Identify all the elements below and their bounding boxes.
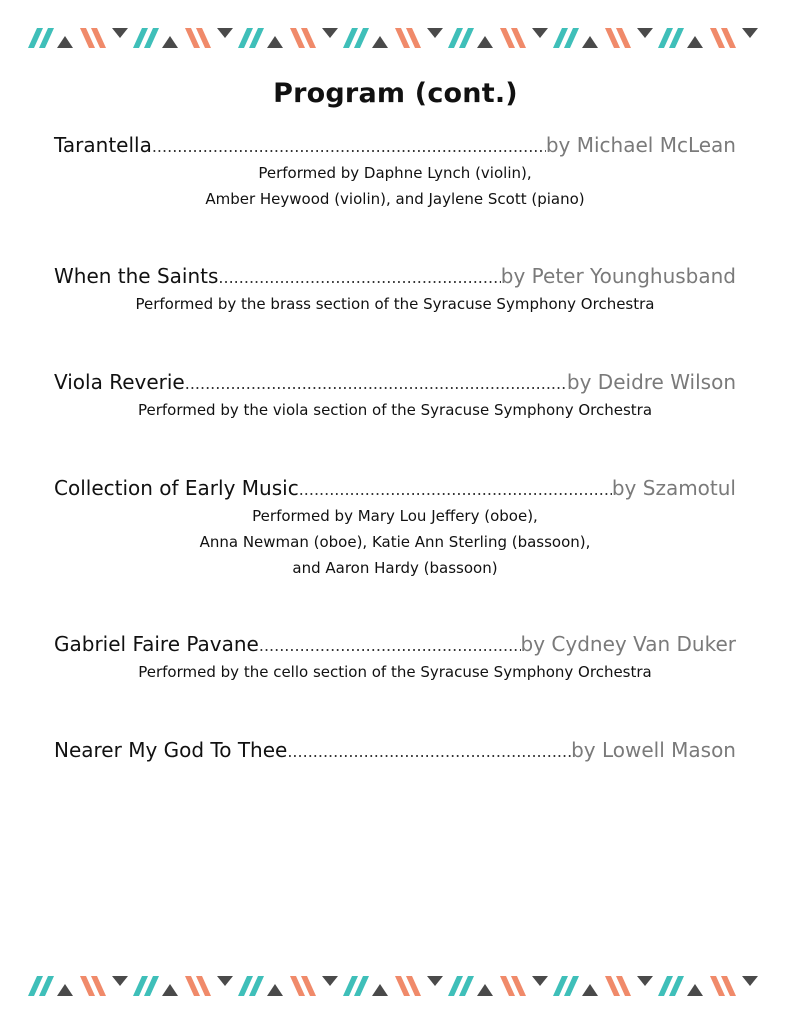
dark-triangle-up-mark	[687, 36, 703, 48]
program-item-viola-reverie	[54, 369, 736, 423]
dark-triangle-down-mark	[112, 976, 128, 986]
dark-triangle-up-mark	[582, 36, 598, 48]
performers-line: Amber Heywood (violin), and Jaylene Scott (piano)	[205, 190, 585, 208]
dark-triangle-down-mark	[427, 976, 443, 986]
piece-title: Nearer My God To Thee	[54, 738, 288, 762]
performers-line: Performed by Mary Lou Jeffery (oboe),	[252, 507, 538, 525]
dark-triangle-down-mark	[742, 28, 758, 38]
performers-credit	[54, 659, 736, 685]
dot-leader	[299, 477, 612, 503]
dark-triangle-up-mark	[372, 36, 388, 48]
performers-line: Performed by the cello section of the Syracuse Symphony Orchestra	[138, 663, 652, 681]
performers-credit	[54, 397, 736, 423]
piece-title: Viola Reverie	[54, 370, 185, 394]
bottom-border-pattern	[28, 972, 763, 1000]
dark-triangle-down-mark	[742, 976, 758, 986]
program-line	[54, 737, 736, 765]
dark-triangle-down-mark	[217, 28, 233, 38]
top-border-pattern	[28, 24, 763, 52]
dark-triangle-up-mark	[477, 984, 493, 996]
dark-triangle-down-mark	[217, 976, 233, 986]
geometric-stripes-triangles-icon	[28, 972, 763, 1000]
performers-credit	[54, 291, 736, 317]
performers-line: Performed by the viola section of the Syracuse Symphony Orchestra	[137, 401, 653, 419]
dot-leader	[152, 134, 546, 160]
program-line	[54, 631, 736, 659]
composer-credit: by Cydney Van Duker	[520, 632, 736, 656]
dark-triangle-up-mark	[582, 984, 598, 996]
dark-triangle-down-mark	[637, 976, 653, 986]
piece-title: When the Saints	[54, 264, 219, 288]
performers-line: Performed by Daphne Lynch (violin),	[258, 164, 532, 182]
dark-triangle-down-mark	[322, 976, 338, 986]
program-line	[54, 369, 736, 397]
dot-leader	[259, 633, 521, 659]
program-item-early-music	[54, 475, 736, 581]
dark-triangle-up-mark	[57, 36, 73, 48]
dark-triangle-down-mark	[532, 976, 548, 986]
piece-title: Tarantella	[54, 133, 152, 157]
dark-triangle-down-mark	[112, 28, 128, 38]
program-item-nearer-my-god	[54, 737, 736, 765]
piece-title: Gabriel Faire Pavane	[54, 632, 259, 656]
composer-credit: by Deidre Wilson	[566, 370, 736, 394]
performers-credit	[54, 160, 736, 212]
dark-triangle-down-mark	[427, 28, 443, 38]
program-line	[54, 475, 736, 503]
dark-triangle-up-mark	[687, 984, 703, 996]
composer-credit: by Michael McLean	[545, 133, 736, 157]
dot-leader	[287, 739, 571, 765]
dark-triangle-up-mark	[267, 36, 283, 48]
dark-triangle-up-mark	[162, 36, 178, 48]
composer-credit: by Peter Younghusband	[500, 264, 736, 288]
program-item-when-the-saints	[54, 263, 736, 317]
page-title: Program (cont.)	[273, 78, 518, 109]
dark-triangle-down-mark	[322, 28, 338, 38]
dot-leader	[218, 265, 500, 291]
dark-triangle-up-mark	[372, 984, 388, 996]
dark-triangle-down-mark	[637, 28, 653, 38]
dark-triangle-up-mark	[477, 36, 493, 48]
performers-line: Anna Newman (oboe), Katie Ann Sterling (bassoon),	[199, 533, 591, 551]
program-line	[54, 263, 736, 291]
composer-credit: by Szamotul	[611, 476, 736, 500]
performers-credit	[54, 503, 736, 581]
program-item-tarantella	[54, 132, 736, 212]
dark-triangle-up-mark	[57, 984, 73, 996]
performers-line: Performed by the brass section of the Syracuse Symphony Orchestra	[135, 295, 655, 313]
program-item-pavane	[54, 631, 736, 685]
program-line	[54, 132, 736, 160]
piece-title: Collection of Early Music	[54, 476, 299, 500]
dark-triangle-up-mark	[267, 984, 283, 996]
dot-leader	[185, 371, 567, 397]
performers-line: and Aaron Hardy (bassoon)	[292, 559, 498, 577]
geometric-stripes-triangles-icon	[28, 24, 763, 52]
composer-credit: by Lowell Mason	[571, 738, 736, 762]
dark-triangle-down-mark	[532, 28, 548, 38]
dark-triangle-up-mark	[162, 984, 178, 996]
